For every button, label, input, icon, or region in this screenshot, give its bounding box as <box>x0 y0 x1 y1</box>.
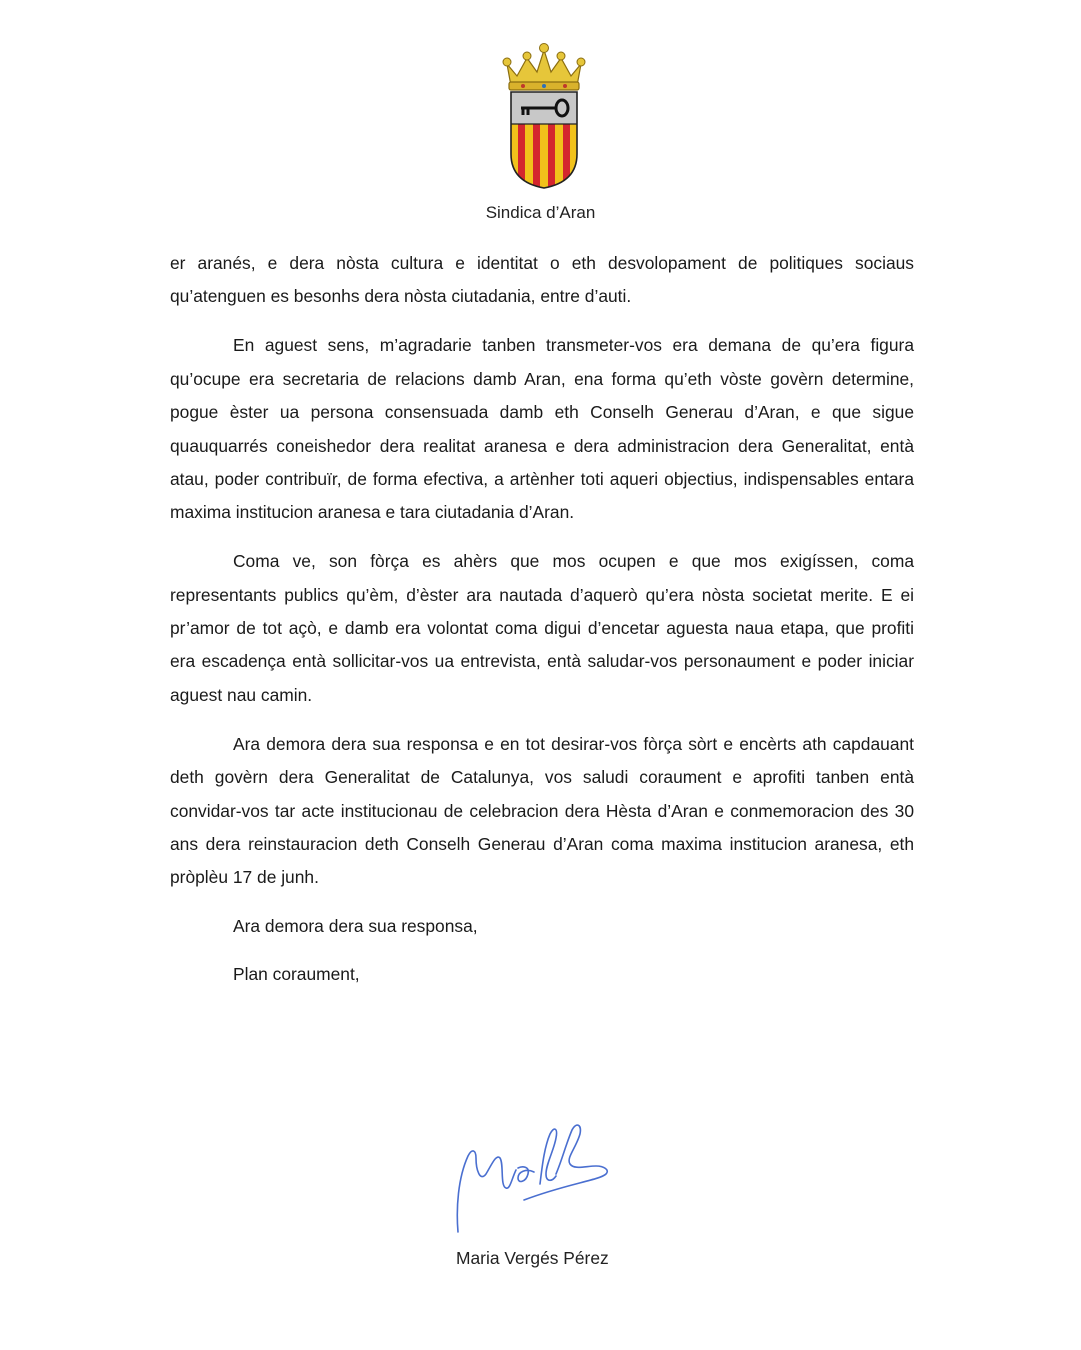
signer-name: Maria Vergés Pérez <box>456 1248 609 1268</box>
closing-line: Ara demora dera sua responsa, <box>233 916 478 937</box>
paragraph: Ara demora dera sua responsa e en tot desirar-vos fòrça sòrt e encèrts ath capdauant deth govèrn dera Generalitat de Catalunya, vos saludi coraument e aprofiti tanben entà convidar-vos tar acte institucionau de celebracion dera Hèsta d’Aran e conmemoracion des 30 ans dera reinstauracion deth Conselh Generau d’Aran coma maxima institucion aranesa, eth pròplèu 17 de junh. <box>170 733 914 888</box>
letter-body <box>170 247 914 1005</box>
opening-fragment: er aranés, e dera nòsta cultura e identitat o eth desvolopament de politiques sociaus qu’atenguen es besonhs dera nòsta ciutadania, entre d’auti. <box>170 253 914 307</box>
signature-icon <box>446 1108 626 1238</box>
paragraph: Coma ve, son fòrça es ahèrs que mos ocupen e que mos exigíssen, coma representants publics qu’èm, d’èster ara nautada d’aquerò qu’era nòsta societat merite. E ei pr’amor de tot açò, e damb era volontat coma digui d’encetar aguesta naua etapa, que profiti era escadença entà sollicitar-vos ua entrevista, entà saludar-vos personaument e poder iniciar aguest nau camin. <box>170 551 914 705</box>
crown-icon <box>503 44 585 91</box>
coat-of-arms-icon <box>497 42 591 190</box>
closing-salutation: Plan coraument, <box>233 963 360 984</box>
office-title: Sindica d’Aran <box>485 203 596 222</box>
paragraph: En aguest sens, m’agradarie tanben transmeter-vos era demana de qu’era figura qu’ocupe era secretaria de relacions damb Aran, ena forma qu’eth vòste govèrn determine, pogue èster ua persona consensuada damb eth Conselh Generau d’Aran, e que sigue quauquarrés coneishedor dera realitat aranesa e dera administracion dera Generalitat, entà atau, poder contribuïr, de forma efectiva, a artènher toti aqueri objectius, indispensables entara maxima institucion aranesa e tara ciutadania d’Aran. <box>170 335 914 523</box>
